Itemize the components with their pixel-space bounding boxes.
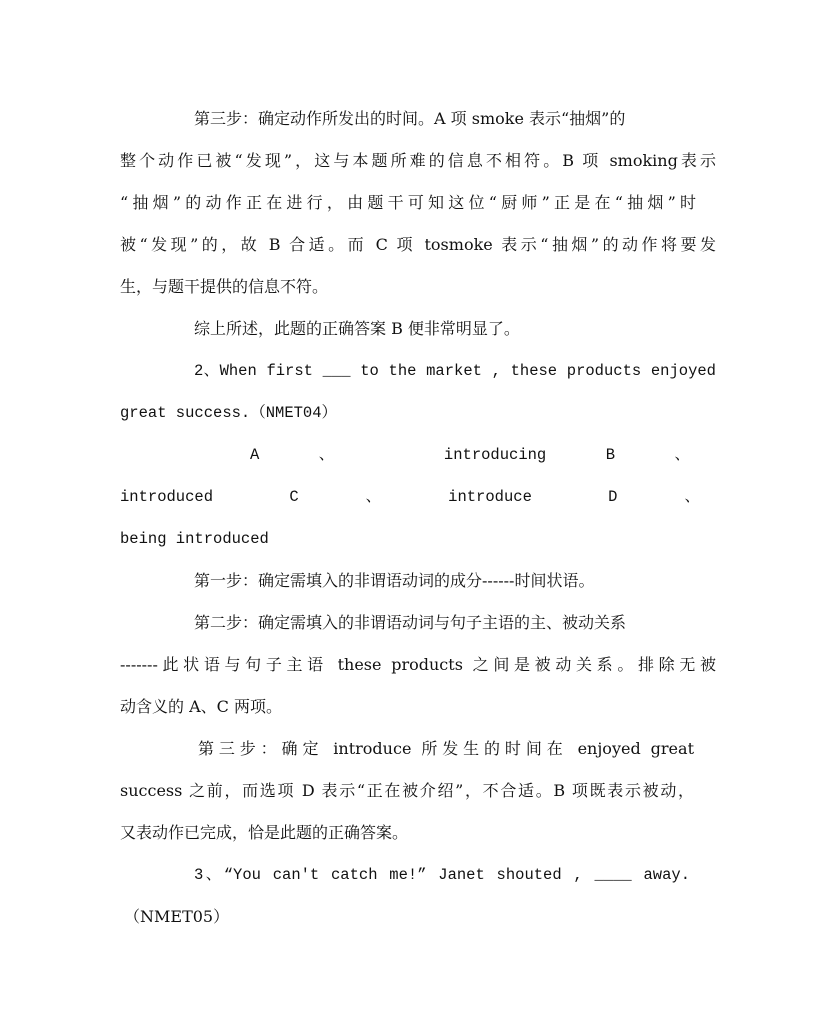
paragraph-line: 动含义的 A、C 两项。: [120, 697, 282, 716]
options-line-d: being introduced: [120, 530, 269, 548]
paragraph-line: 综上所述，此题的正确答案 B 便非常明显了。: [194, 319, 520, 338]
paragraph-line: 被“发现”的，故 B 合适。而 C 项 tosmoke 表示“抽烟”的动作将要发: [120, 235, 716, 254]
options-line-a-b: A 、 introducing B 、: [250, 446, 690, 464]
question-line: 2、When first ___ to the market , these products enjoyed: [194, 362, 716, 380]
paragraph-line: 生，与题干提供的信息不符。: [120, 277, 329, 296]
options-line-b-c-d: introduced C、introduce D、: [120, 488, 700, 506]
question-line: （NMET05）: [124, 907, 230, 926]
paragraph-line: success 之前，而选项 D 表示“正在被介绍”，不合适。B 项既表示被动，: [120, 781, 694, 800]
paragraph-line: 第三步：确定动作所发出的时间。A 项 smoke 表示“抽烟”的: [194, 109, 626, 128]
paragraph-line: -------此状语与句子主语 these products 之间是被动关系。排除无被: [120, 655, 716, 674]
paragraph-line: 第一步：确定需填入的非谓语动词的成分------时间状语。: [194, 571, 595, 590]
paragraph-line: “抽烟”的动作正在进行，由题干可知这位“厨师”正是在“抽烟”时: [120, 193, 696, 212]
question-line: 3、“You can't catch me!” Janet shouted , ____ away.: [194, 866, 690, 884]
question-line: great success.（NMET04）: [120, 404, 338, 422]
paragraph-line: 第二步：确定需填入的非谓语动词与句子主语的主、被动关系: [194, 613, 627, 632]
paragraph-line: 又表动作已完成，恰是此题的正确答案。: [120, 823, 409, 842]
paragraph-line: 第三步：确定 introduce 所发生的时间在 enjoyed great: [198, 739, 694, 758]
paragraph-line: 整个动作已被“发现”，这与本题所难的信息不相符。B 项 smoking表示: [120, 151, 716, 170]
